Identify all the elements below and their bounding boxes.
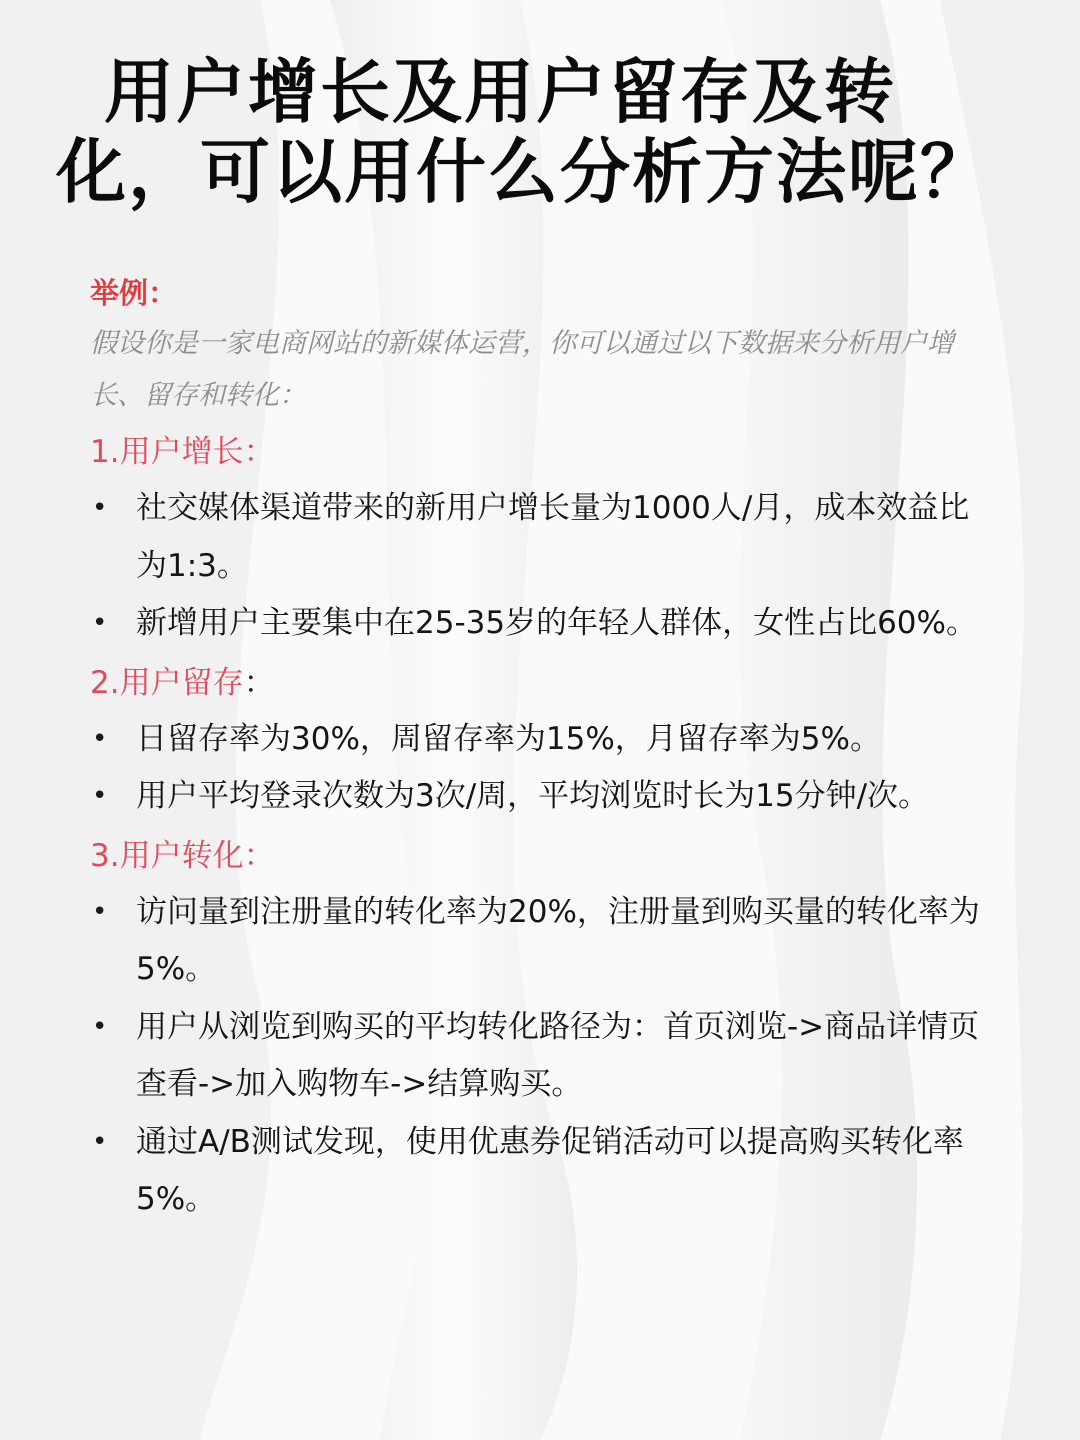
content-body <box>90 268 990 1231</box>
list-item-text: 访问量到注册量的转化率为20%，注册量到购买量的转化率为5%。 <box>136 893 980 987</box>
list-item-text: 用户从浏览到购买的平均转化路径为：首页浏览->商品详情页查看->加入购物车->结算购买。 <box>136 1008 980 1102</box>
bullet-list-growth <box>90 480 990 653</box>
section-heading-text: 1.用户增长 <box>90 434 244 470</box>
list-item-text: 通过A/B测试发现，使用优惠券促销活动可以提高购买转化率5%。 <box>136 1123 964 1217</box>
section-heading-growth <box>90 424 990 480</box>
list-item <box>90 1114 986 1229</box>
bullet-icon: • <box>92 608 108 638</box>
example-intro: 假设你是一家电商网站的新媒体运营，你可以通过以下数据来分析用户增长、留存和转化： <box>90 328 954 411</box>
bullet-icon: • <box>92 723 108 754</box>
list-item-text: 新增用户主要集中在25-35岁的年轻人群体，女性占比60%。 <box>136 605 977 641</box>
bullet-icon: • <box>92 896 108 927</box>
bullet-icon: • <box>92 1126 108 1157</box>
list-item <box>90 711 986 769</box>
bullet-icon: • <box>92 493 108 523</box>
list-item <box>90 480 986 595</box>
example-label: 举例： <box>90 276 178 310</box>
section-heading-text: 3.用户转化 <box>90 837 244 874</box>
section-heading-colon: ： <box>243 837 275 874</box>
list-item <box>90 595 986 653</box>
bullet-icon: • <box>92 781 108 811</box>
section-heading-colon: ： <box>243 664 275 701</box>
list-item <box>90 884 986 999</box>
bullet-icon: • <box>92 1011 108 1042</box>
bullet-list-conversion <box>90 884 990 1229</box>
list-item-text: 日留存率为30%，周留存率为15%，月留存率为5%。 <box>136 720 881 757</box>
section-heading-text: 2.用户留存 <box>90 664 244 701</box>
bullet-list-retention <box>90 711 990 826</box>
page-title: 用户增长及用户留存及转化，可以用什么分析方法呢？ <box>56 51 992 213</box>
list-item-text: 社交媒体渠道带来的新用户增长量为1000人/月，成本效益比为1:3。 <box>136 490 970 584</box>
section-heading-conversion <box>90 828 990 884</box>
list-item <box>90 999 986 1114</box>
list-item-text: 用户平均登录次数为3次/周，平均浏览时长为15分钟/次。 <box>136 778 930 814</box>
section-heading-colon: ： <box>243 434 275 470</box>
section-heading-retention <box>90 655 990 711</box>
list-item <box>90 768 986 826</box>
